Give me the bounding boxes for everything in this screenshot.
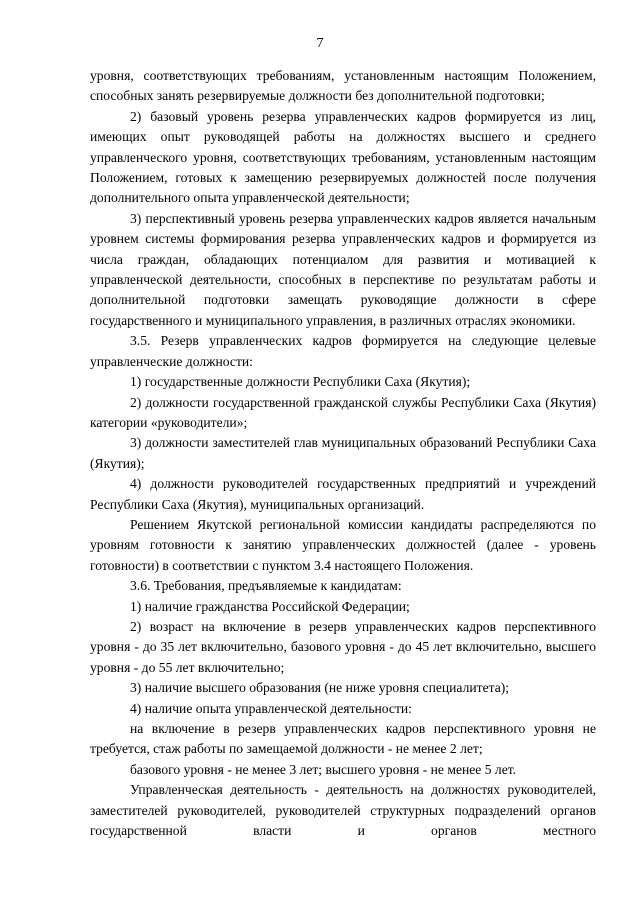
list-item-3-6-2: 2) возраст на включение в резерв управленческих кадров перспективного уровня - до 35 лет включительно, базового уровня - до 45 лет включительно, высшего уровня - до 55 лет включительно;: [90, 618, 596, 675]
page-number: 7: [316, 36, 324, 51]
list-item-3-6-4: 4) наличие опыта управленческой деятельности:: [130, 700, 412, 716]
document-body: [90, 66, 596, 841]
list-item-3-5-3: 3) должности заместителей глав муниципальных образований Республики Саха (Якутия);: [90, 435, 596, 471]
paragraph-continuation: уровня, соответствующих требованиям, установленным настоящим Положением, способных занять резервируемые должности без дополнительной подготовки;: [90, 68, 596, 104]
paragraph-section-3-6: 3.6. Требования, предъявляемые к кандидатам:: [130, 578, 402, 594]
paragraph-basic-level: 2) базовый уровень резерва управленческих кадров формируется из лиц, имеющих опыт руководящей работы на должностях высшего и среднего управленческого уровня, соответствующих требованиям, установленным настоящим Положением, готовых к замещению резервируемых должностей после получения дополнительного опыта управленческой деятельности;: [90, 108, 596, 206]
list-item-3-5-2: 2) должности государственной гражданской службы Республики Саха (Якутия) категории «руководители»;: [90, 394, 596, 430]
list-item-3-6-1: 1) наличие гражданства Российской Федерации;: [130, 598, 410, 614]
list-item-3-5-4: 4) должности руководителей государственных предприятий и учреждений Республики Саха (Якутия), муниципальных организаций.: [90, 476, 596, 512]
paragraph-experience-basic-high: базового уровня - не менее 3 лет; высшего уровня - не менее 5 лет.: [130, 761, 517, 777]
list-item-3-5-1: 1) государственные должности Республики Саха (Якутия);: [130, 374, 471, 390]
paragraph-commission-decision: Решением Якутской региональной комиссии кандидаты распределяются по уровням готовности к занятию управленческих должностей (далее - уровень готовности) в соответствии с пунктом 3.4 настоящего Положения.: [90, 516, 596, 573]
list-item-3-6-3: 3) наличие высшего образования (не ниже уровня специалитета);: [130, 680, 510, 696]
paragraph-management-definition: Управленческая деятельность - деятельность на должностях руководителей, заместителей руководителей, руководителей структурных подразделений органов государственной власти и органов местного: [90, 782, 596, 839]
paragraph-prospective-level: 3) перспективный уровень резерва управленческих кадров является начальным уровнем системы формирования резерва управленческих кадров и формируется из числа граждан, обладающих потенциалом для развития и мотивацией к управленческой деятельности, способных в перспективе по результатам работы и дополнительной подготовки замещать руководящие должности в сфере государственного и муниципального управления, в различных отраслях экономики.: [90, 210, 596, 328]
paragraph-section-3-5: 3.5. Резерв управленческих кадров формируется на следующие целевые управленческие должности:: [90, 333, 596, 369]
paragraph-experience-prospective: на включение в резерв управленческих кадров перспективного уровня не требуется, стаж работы по замещаемой должности - не менее 2 лет;: [90, 721, 596, 757]
